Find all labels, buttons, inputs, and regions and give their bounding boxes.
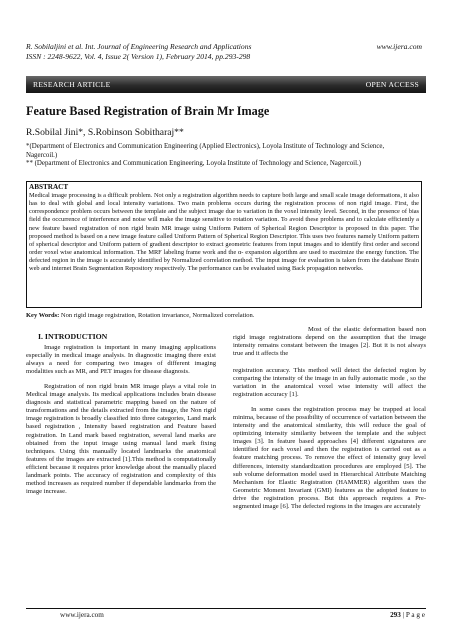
paragraph: In some cases the registration process may be trapped at local minima, because of the possibility of occurrence of variation between the intensity and the anatomical similarity, this will reduce the goal of optimizing intensity similarity between the template and the subject images [3]. In feature based approaches [4] different signatures are identified for each voxel and then the registration is carried out as a feature matching process. To remove the effect of intensity gray level differences, intensity standardization procedures are employed [5]. The sub volume deformation model used in Hierarchical Attribute Matching Mechanism for Elastic Registration (HAMMER) algorithm uses the Geometric Moment Invariant (GMI) features as the adopted feature to drive the registration process. But this approach requires a Pre- segmented image [6]. The defected regions in the images are accurately	[233, 406, 426, 510]
journal-line-2: ISSN : 2248-9622, Vol. 4, Issue 2( Version 1), February 2014, pp.293-298	[26, 52, 251, 61]
footer-website: www.ijera.com	[60, 611, 104, 619]
paper-title: Feature Based Registration of Brain Mr Image	[26, 104, 270, 118]
keywords-text: Non rigid image registration, Rotation invariance, Normalized correlation.	[60, 312, 255, 319]
paragraph: Most of the elastic deformation based non rigid image registrations depend on the assumption that the image intensity remains constant between the images [2]. But it is not always true and it affects the	[233, 326, 426, 358]
research-article-label: RESEARCH ARTICLE	[33, 80, 111, 89]
author-affiliations	[26, 143, 416, 169]
abstract-text: Medical image processing is a difficult problem. Not only a registration algorithm needs to capture both large and small scale image deformations, it also has to deal with global and local intensity variations. Two main problems occurs during the registration process of non rigid image. First, the correspondence problem occurs between the template and the subject image due to variation in the voxel intensity level. Second, in the presence of bias field the occurrence of interference and noise will make the image sensitive to rotation variation. To avoid these problems and to calculate efficiently a new feature based registration of non rigid brain MR image using Uniform Pattern of Spherical Region Descriptor is proposed in this paper. The proposed method is based on a new image feature called Uniform Pattern of Spherical Region Descriptor. This uses two features namely Uniform pattern of spherical descriptor and Uniform pattern of gradient descriptor to extract geometric features from input images and to identify first order and second order voxel wise anatomical information. The MRF labeling frame work and the α- expansion algorithm are used to maximize the energy function. The defected region in the image is accurately identified by Normalized correlation method. The input image for evaluation is taken from the database Brain web and internet Brain Segmentation Repository respectively. The performance can be evaluated using Back propagation networks.	[29, 192, 419, 273]
header-website: www.ijera.com	[376, 42, 422, 51]
keywords-label: Key Words:	[26, 312, 60, 319]
footer-divider	[26, 608, 426, 609]
body-column-right-top	[233, 326, 426, 358]
body-column-left	[26, 326, 216, 496]
journal-citation	[26, 42, 346, 62]
footer-page	[390, 611, 425, 619]
abstract-heading: ABSTRACT	[29, 183, 69, 191]
page-suffix: | P a g e	[400, 611, 425, 619]
page-number: 293	[390, 611, 401, 619]
body-column-right	[233, 367, 426, 511]
paragraph: registration accuracy. This method will detect the defected region by comparing the intensity of the image in an fully automatic mode , so the variation in the anatomical voxel wise intensity will affect the registration accuracy [1].	[233, 367, 426, 399]
paragraph: Image registration is important in many imaging applications especially in medical image analysis. In diagnostic imaging there exist always a need for comparing two images of different imaging modalities such as MR, and PET images for disease diagnosis.	[26, 344, 216, 376]
journal-line-1: R. Sobilaljini et al. Int. Journal of Engineering Research and Applications	[26, 42, 252, 51]
abstract-box	[26, 181, 422, 308]
paper-authors: R.Sobilal Jini*, S.Robinson Sobitharaj**	[26, 127, 184, 138]
paragraph: Registration of non rigid brain MR image plays a vital role in Medical image analysis. Its medical applications includes brain disease diagnosis and statistical parametric mapping based on the nature of transformations and the details extracted from the image, the Non rigid image registration is broadly classified into three categories, Land mark based registration , Intensity based registration and Feature based registration. In Land mark based registration, several land marks are obtained from the input image using manual land mark fixing techniques. Using this manually located landmarks the anatomical features of the images are extracted [1].This method is computationally efficient because it requires prior knowledge about the manually placed landmark points. The accuracy of registration and complexity of this method increases as required number if dependable landmarks from the image increase.	[26, 383, 216, 495]
keywords	[26, 312, 426, 320]
affiliation-1: *(Department of Electronics and Communication Engineering (Applied Electronics), Loyola Institute of Technology and Science, Nagercoil.)	[26, 143, 385, 159]
open-access-label: OPEN ACCESS	[365, 80, 419, 89]
section-heading-introduction: I. INTRODUCTION	[38, 332, 108, 341]
affiliation-2: ** (Department of Electronics and Communication Engineering, Loyola Institute of Technology and Science, Nagercoil.)	[26, 160, 362, 167]
article-type-band	[26, 76, 426, 93]
